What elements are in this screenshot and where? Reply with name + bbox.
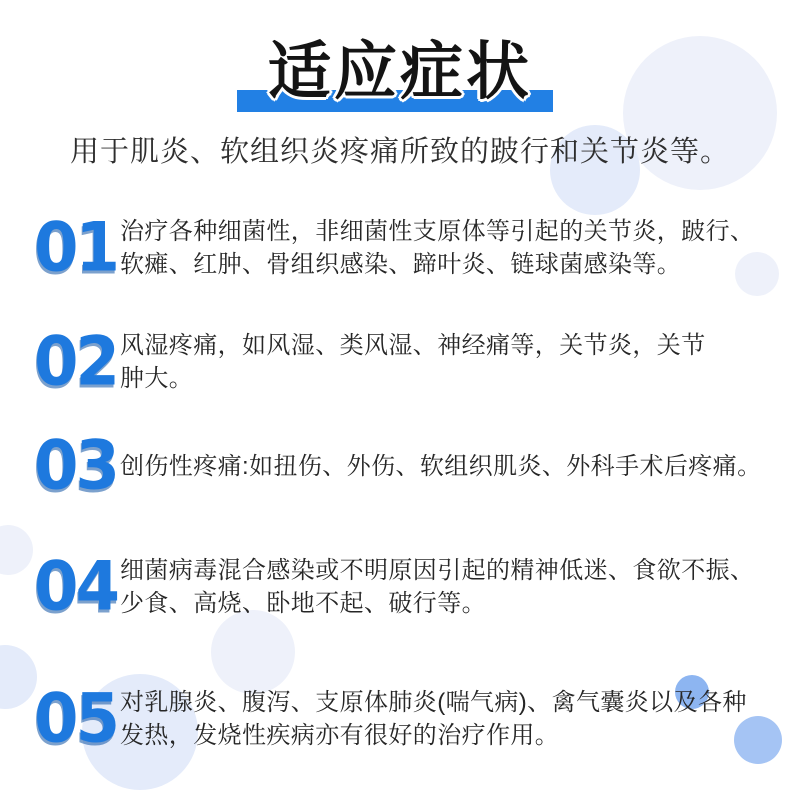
item-number: 04	[34, 547, 118, 627]
indication-item-3	[0, 426, 780, 506]
item-text	[120, 450, 761, 483]
item-text-line: 对乳腺炎、腹泻、支原体肺炎(喘气病)、禽气囊炎以及各种	[120, 689, 747, 716]
item-text-line: 创伤性疼痛:如扭伤、外伤、软组织肌炎、外科手术后疼痛。	[120, 452, 762, 480]
item-number: 05	[34, 679, 118, 759]
item-text-line: 发热，发烧性疾病亦有很好的治疗作用。	[120, 722, 560, 749]
item-text-line: 肿大。	[120, 365, 194, 392]
item-number: 02	[34, 322, 118, 402]
indication-item-4	[0, 547, 780, 627]
item-number: 01	[34, 208, 118, 288]
item-text	[120, 215, 754, 281]
item-text-line: 治疗各种细菌性，非细菌性支原体等引起的关节炎，跛行、	[120, 218, 755, 245]
item-text	[120, 554, 754, 620]
item-text	[120, 686, 747, 752]
subtitle: 用于肌炎、软组织炎疼痛所致的跛行和关节炎等。	[69, 136, 730, 168]
indication-item-5	[0, 679, 780, 759]
item-text-line: 少食、高烧、卧地不起、破行等。	[120, 590, 486, 617]
indication-item-2	[0, 322, 780, 402]
item-number: 03	[34, 426, 118, 506]
page-title: 适应症状	[268, 37, 532, 107]
item-text-line: 风湿疼痛，如风湿、类风湿、神经痛等，关节炎，关节	[120, 332, 706, 359]
item-text-line: 细菌病毒混合感染或不明原因引起的精神低迷、食欲不振、	[120, 557, 755, 584]
item-text	[120, 329, 706, 395]
indication-item-1	[0, 208, 780, 288]
item-text-line: 软瘫、红肿、骨组织感染、蹄叶炎、链球菌感染等。	[120, 251, 682, 278]
